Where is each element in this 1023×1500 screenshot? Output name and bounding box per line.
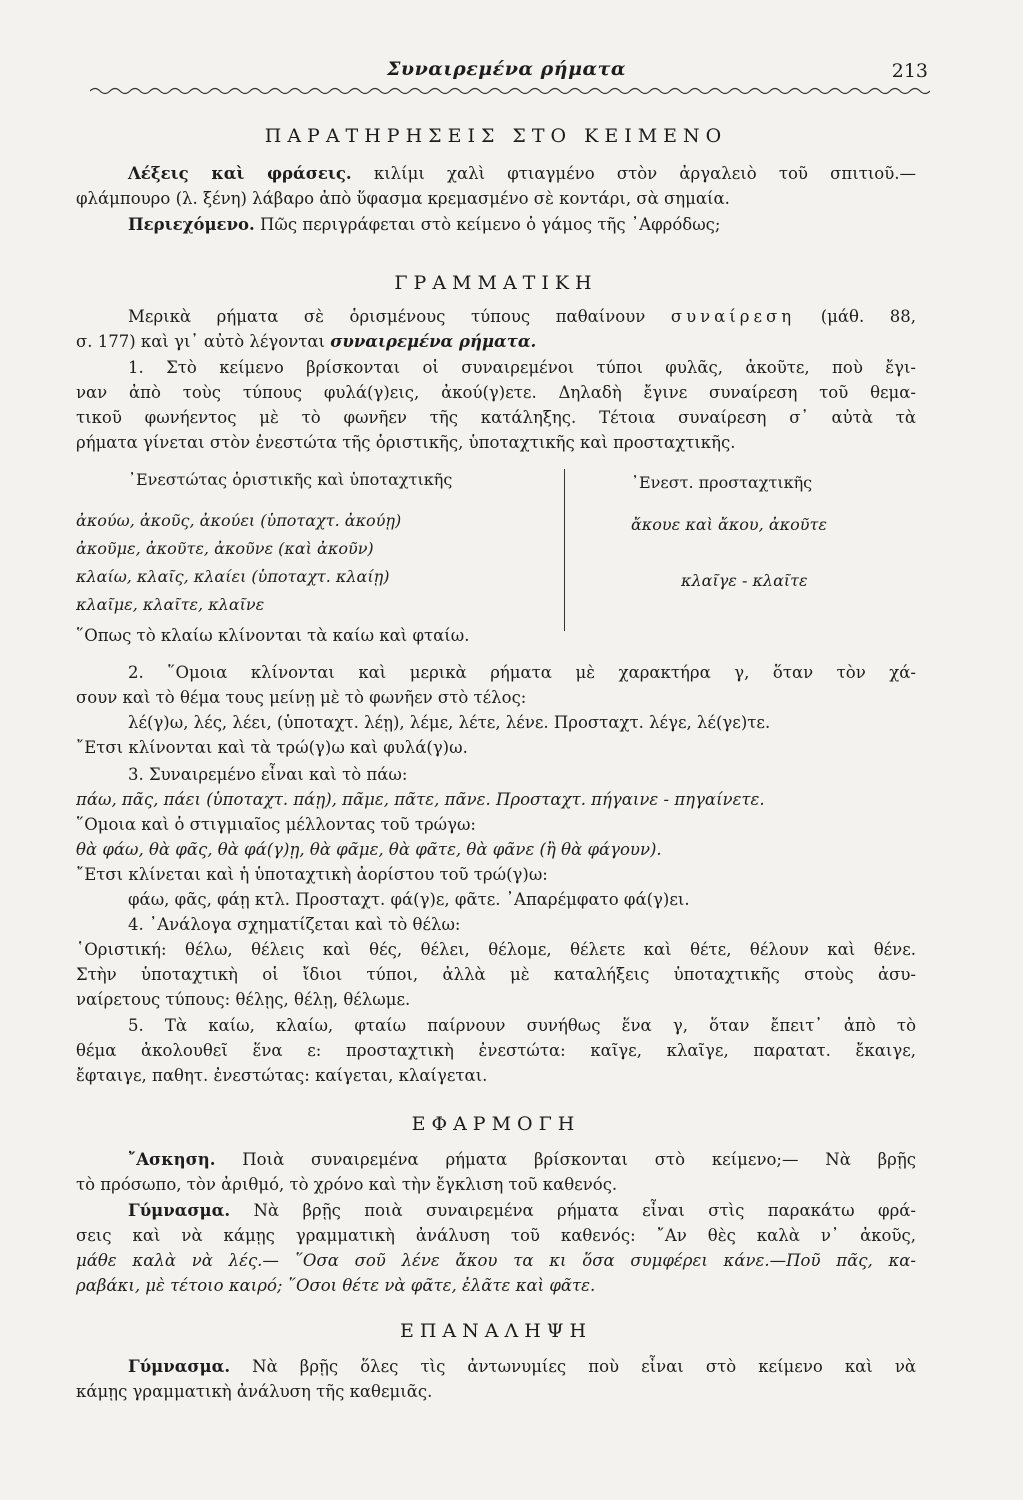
page-number: 213 (891, 60, 928, 82)
content-question: Περιεχόμενο. Πῶς περιγράφεται στὸ κείμενο ὁ γάμος τῆς ᾿Αφρόδως; (128, 215, 721, 234)
table-right-header: ᾿Ενεστ. προσταχτικῆς (631, 473, 813, 492)
paragraph-4-line-3: Στὴν ὑποταχτικὴ οἱ ἴδιοι τύποι, ἀλλὰ μὲ καταλήξεις ὑποταχτικῆς στοὺς ἀσυ- (76, 965, 916, 984)
table-left-header: ᾿Ενεστώτας ὁριστικῆς καὶ ὑποταχτικῆς (128, 470, 453, 489)
paragraph-2-line-4: ῎Ετσι κλίνονται καὶ τὰ τρώ(γ)ω καὶ φυλά(γ)ω. (76, 738, 468, 757)
running-title: Συναιρεμένα ρήματα (386, 58, 627, 80)
note-klaio: ῞Οπως τὸ κλαίω κλίνονται τὰ καίω καὶ φταίω. (76, 626, 470, 645)
paragraph-2-line-1: 2. ῞Ομοια κλίνονται καὶ μερικὰ ρήματα μὲ χαρακτήρα γ, ὅταν τὸν χά- (128, 663, 916, 682)
paragraph-4-line-2: ῾Οριστική: θέλω, θέλεις καὶ θές, θέλει, θέλομε, θέλετε καὶ θέτε, θέλουν καὶ θένε. (76, 940, 916, 959)
paragraph-3-line-1: 3. Συναιρεμένο εἶναι καὶ τὸ πάω: (128, 765, 408, 784)
drill-line-2: σεις καὶ νὰ κάμῃς γραμματικὴ ἀνάλυση τοῦ καθενός: ῎Αν θὲς καλὰ ν᾿ ἀκοῦς, (76, 1226, 916, 1245)
paragraph-5-line-3: ἔφταιγε, παθητ. ἐνεστώτας: καίγεται, κλαίγεται. (76, 1066, 488, 1085)
paragraph-1-line-2: ναν ἀπὸ τοὺς τύπους φυλά(γ)εις, ἀκού(γ)ετε. Δηλαδὴ ἔγινε συναίρεση τοῦ θεμα- (76, 383, 916, 402)
words-label: Λέξεις καὶ φράσεις. (128, 164, 352, 183)
table-left-row: ἀκοῦμε, ἀκοῦτε, ἀκοῦνε (καὶ ἀκοῦν) (76, 539, 374, 558)
table-right-row: κλαῖγε - κλαῖτε (681, 571, 808, 590)
wavy-rule (90, 84, 930, 98)
grammar-intro-line-2: σ. 177) καὶ γι᾿ αὐτὸ λέγονται συναιρεμένα ρήματα. (76, 332, 537, 351)
paragraph-4-line-4: ναίρετους τύπους: θέλῃς, θέλῃ, θέλωμε. (76, 990, 411, 1009)
paragraph-5-line-1: 5. Τὰ καίω, κλαίω, φταίω παίρνουν συνήθως ἕνα γ, ὅταν ἔπειτ᾿ ἀπὸ τὸ (128, 1016, 916, 1035)
drill-line-4: ραβάκι, μὲ τέτοιο καιρό; ῞Οσοι θέτε νὰ φᾶτε, ἐλᾶτε καὶ φᾶτε. (76, 1276, 596, 1295)
paragraph-3-line-6: φάω, φᾶς, φάῃ κτλ. Προσταχτ. φά(γ)ε, φᾶτε. ᾿Απαρέμφατο φά(γ)ει. (128, 890, 690, 909)
page-header (90, 58, 928, 98)
drill-line-3: μάθε καλὰ νὰ λές.— ῞Οσα σοῦ λένε ἄκου τα κι ὅσα συμφέρει κάνε.—Ποῦ πᾶς, κα- (76, 1251, 916, 1270)
table-left-row: κλαῖμε, κλαῖτε, κλαῖνε (76, 595, 265, 614)
section-heading-observations: ΠΑΡΑΤΗΡΗΣΕΙΣ ΣΤΟ ΚΕΙΜΕΝΟ (264, 125, 728, 147)
table-right-row: ἄκουε καὶ ἄκου, ἀκοῦτε (631, 515, 827, 534)
paragraph-3-line-3: ῞Ομοια καὶ ὁ στιγμιαῖος μέλλοντας τοῦ τρώγω: (76, 815, 476, 834)
words-line-2: φλάμπουρο (λ. ξένη) λάβαρο ἀπὸ ὕφασμα κρεμασμένο σὲ κοντάρι, σὰ σημαία. (76, 189, 730, 208)
exercise-label: ῎Ασκηση. (128, 1150, 216, 1169)
review-line-2: κάμῃς γραμματικὴ ἀνάλυση τῆς καθεμιᾶς. (76, 1382, 433, 1401)
table-left-row: κλαίω, κλαῖς, κλαίει (ὑποταχτ. κλαίῃ) (76, 567, 390, 586)
paragraph-3-line-4: θὰ φάω, θὰ φᾶς, θὰ φά(γ)ῃ, θὰ φᾶμε, θὰ φᾶτε, θὰ φᾶνε (ἢ θὰ φάγουν). (76, 840, 662, 859)
paragraph-3-line-5: ῎Ετσι κλίνεται καὶ ἡ ὑποταχτικὴ ἀορίστου τοῦ τρώ(γ)ω: (76, 865, 548, 884)
drill-line-1: Γύμνασμα. Νὰ βρῇς ποιὰ συναιρεμένα ρήματα εἶναι στὶς παρακάτω φρά- (128, 1201, 916, 1220)
section-heading-grammar: ΓΡΑΜΜΑΤΙΚΗ (394, 272, 598, 294)
table-divider (564, 469, 565, 631)
exercise-line-2: τὸ πρόσωπο, τὸν ἀριθμό, τὸ χρόνο καὶ τὴν ἔγκλιση τοῦ καθενός. (76, 1175, 618, 1194)
paragraph-3-line-2: πάω, πᾶς, πάει (ὑποταχτ. πάῃ), πᾶμε, πᾶτε, πᾶνε. Προσταχτ. πήγαινε - πηγαίνετε. (76, 790, 765, 809)
paragraph-5-line-2: θέμα ἀκολουθεῖ ἕνα ε: προσταχτικὴ ἐνεστώτα: καῖγε, κλαῖγε, παρατατ. ἔκαιγε, (76, 1041, 916, 1060)
table-left-row: ἀκούω, ἀκοῦς, ἀκούει (ὑποταχτ. ἀκούῃ) (76, 511, 402, 530)
content-label: Περιεχόμενο. (128, 215, 255, 234)
grammar-intro-line-1: Μερικὰ ρήματα σὲ ὁρισμένους τύπους παθαίνουν συναίρεση (μάθ. 88, (128, 307, 916, 326)
paragraph-1-line-1: 1. Στὸ κείμενο βρίσκονται οἱ συναιρεμένοι τύποι φυλᾶς, ἀκοῦτε, ποὺ ἔγι- (128, 358, 916, 377)
paragraph-1-line-4: ρήματα γίνεται στὸν ἐνεστώτα τῆς ὁριστικῆς, ὑποταχτικῆς καὶ προσταχτικῆς. (76, 433, 736, 452)
exercise-line-1: ῎Ασκηση. Ποιὰ συναιρεμένα ρήματα βρίσκονται στὸ κείμενο;— Νὰ βρῇς (128, 1150, 916, 1169)
drill-label: Γύμνασμα. (128, 1201, 231, 1220)
section-heading-application: ΕΦΑΡΜΟΓΗ (411, 1113, 581, 1135)
paragraph-4-line-1: 4. ᾿Ανάλογα σχηματίζεται καὶ τὸ θέλω: (128, 915, 461, 934)
paragraph-2-line-3: λέ(γ)ω, λές, λέει, (ὑποταχτ. λέῃ), λέμε, λέτε, λένε. Προσταχτ. λέγε, λέ(γε)τε. (128, 713, 771, 732)
section-heading-review: ΕΠΑΝΑΛΗΨΗ (399, 1320, 593, 1342)
spaced-term: συναίρεση (670, 307, 796, 326)
review-drill-label: Γύμνασμα. (128, 1357, 231, 1376)
paragraph-2-line-2: σουν καὶ τὸ θέμα τους μείνῃ μὲ τὸ φωνῆεν στὸ τέλος: (76, 688, 527, 707)
review-line-1: Γύμνασμα. Νὰ βρῇς ὅλες τὶς ἀντωνυμίες ποὺ εἶναι στὸ κείμενο καὶ νὰ (128, 1357, 917, 1376)
paragraph-1-line-3: τικοῦ φωνήεντος μὲ τὸ φωνῆεν τῆς κατάληξης. Τέτοια συναίρεση σ᾿ αὐτὰ τὰ (76, 408, 916, 427)
words-line-1: Λέξεις καὶ φράσεις. κιλίμι χαλὶ φτιαγμένο στὸν ἀργαλειὸ τοῦ σπιτιοῦ.— (128, 164, 917, 183)
